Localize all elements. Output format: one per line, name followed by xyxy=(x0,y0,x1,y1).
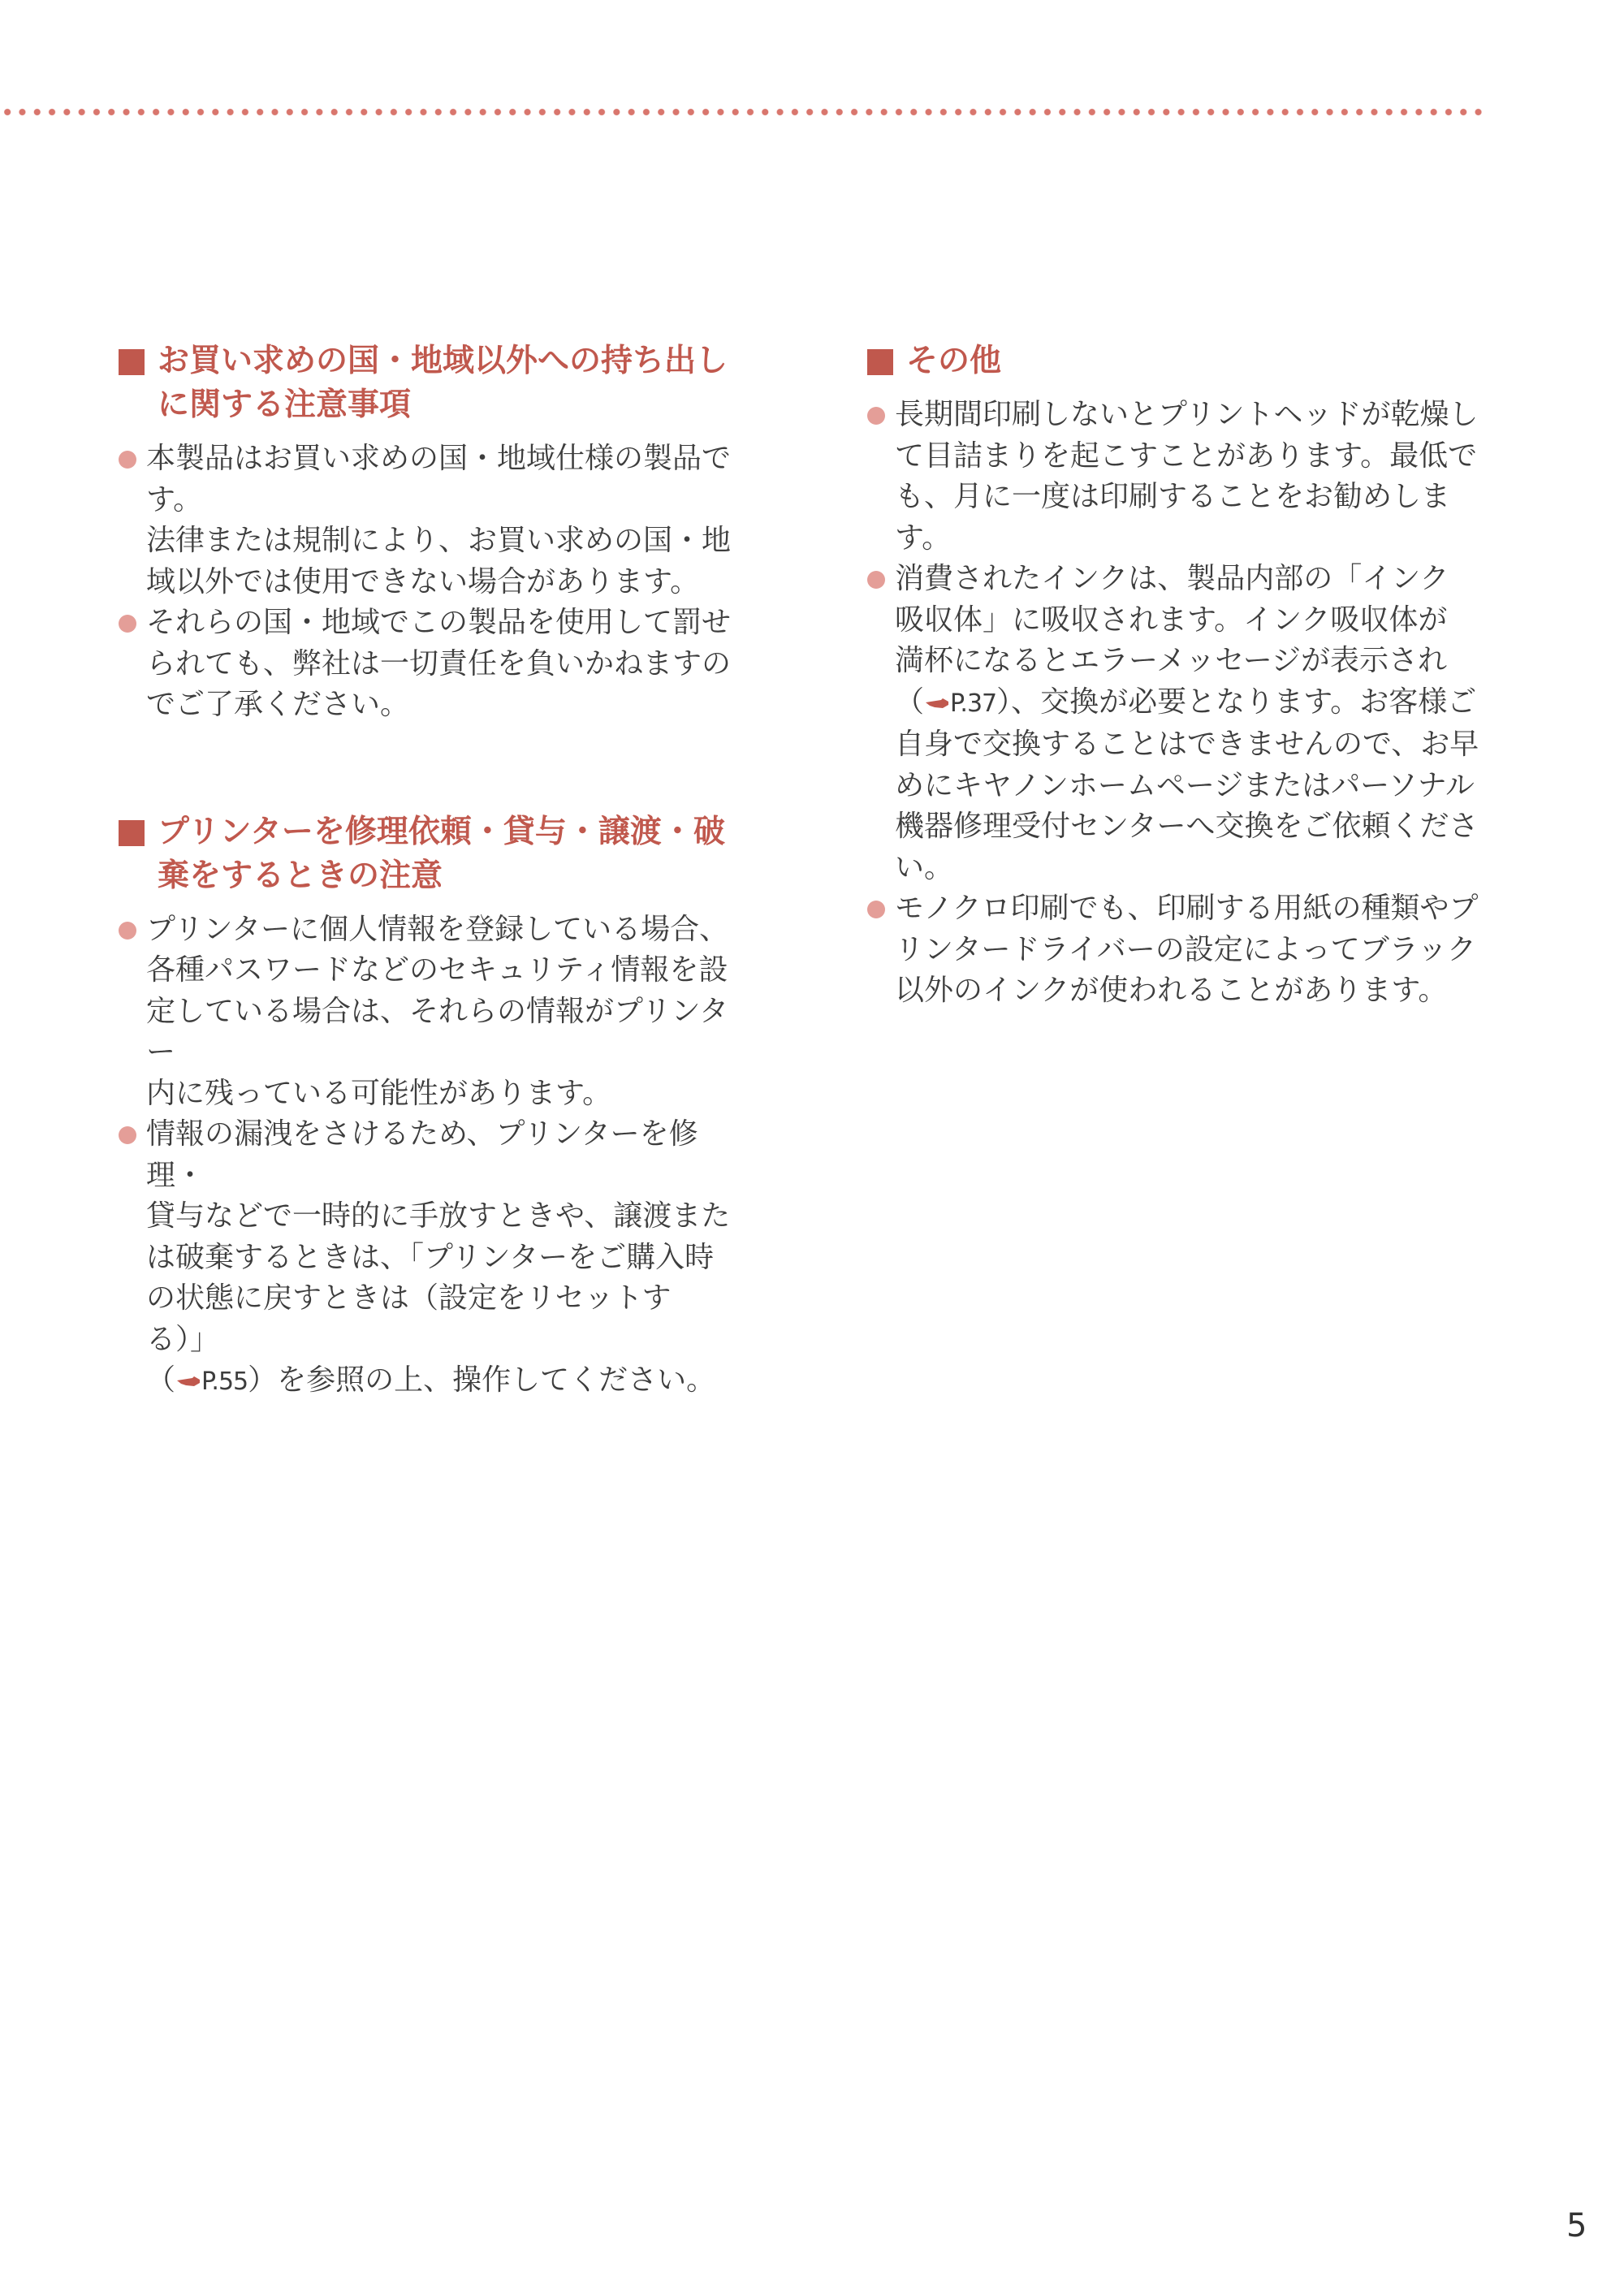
list-item xyxy=(867,888,1501,1012)
heading-line: その他 xyxy=(906,343,1002,379)
heading-line: に関する注意事項 xyxy=(158,387,412,423)
list-item xyxy=(119,438,744,603)
item-text: プリンターに個人情報を登録している場合、 各種パスワードなどのセキュリティ情報を設 定している場合は、それらの情報がプリンター 内に残っている可能性があります。 xyxy=(146,912,729,1110)
left-column xyxy=(119,339,744,1488)
heading-line: 棄をするときの注意 xyxy=(158,857,443,894)
list-item xyxy=(119,909,744,1115)
circle-bullet-icon xyxy=(119,451,136,469)
heading-line: プリンターを修理依頼・貸与・譲渡・破 xyxy=(158,813,725,850)
square-marker-icon xyxy=(119,349,145,375)
pointing-hand-icon xyxy=(925,698,949,709)
heading-line: お買い求めの国・地域以外への持ち出し xyxy=(158,343,728,379)
page-number: 5 xyxy=(1566,2207,1587,2244)
item-list xyxy=(119,909,744,1403)
dotted-header-rule xyxy=(0,107,1486,117)
page-reference-link[interactable]: P.55 xyxy=(175,1363,248,1397)
item-text: 消費されたインクは、製品内部の「インク 吸収体」に吸収されます。インク吸収体が 満杯になるとエラーメッセージが表示され （ P.37）、交換が必要となります。お客様ご 自身で交換することはできませんので、お早 めにキヤノンホームページまたはパーソナル 機器修理受付センターへ交換をご依頼くださ い。 xyxy=(895,562,1479,884)
circle-bullet-icon xyxy=(867,901,885,918)
pointing-hand-icon xyxy=(176,1376,201,1387)
section-repair-transfer xyxy=(119,810,744,1403)
square-marker-icon xyxy=(867,349,893,375)
item-text: それらの国・地域でこの製品を使用して罰せ られても、弊社は一切責任を負いかねますの でご了承ください。 xyxy=(146,606,732,721)
circle-bullet-icon xyxy=(119,1126,136,1144)
list-item xyxy=(867,559,1501,888)
item-text: 情報の漏洩をさけるため、プリンターを修理・ 貸与などで一時的に手放すときや、譲渡また は破棄するときは、「プリンターをご購入時 の状態に戻すときは（設定をリセットする）」 （ P.55）を参照の上、操作してください。 xyxy=(146,1117,731,1397)
item-text: 本製品はお買い求めの国・地域仕様の製品で す。 法律または規制により、お買い求めの国・地 域以外では使用できない場合があります。 xyxy=(146,442,732,598)
item-text: 長期間印刷しないとプリントヘッドが乾燥し て目詰まりを起こすことがあります。最低で も、月に一度は印刷することをお勧めします。 xyxy=(895,398,1479,555)
circle-bullet-icon xyxy=(867,571,885,589)
page-reference-link[interactable]: P.37 xyxy=(924,685,996,719)
circle-bullet-icon xyxy=(119,922,136,940)
list-item xyxy=(119,1114,744,1403)
section-heading xyxy=(867,339,1501,383)
circle-bullet-icon xyxy=(867,407,885,425)
square-marker-icon xyxy=(119,820,145,846)
section-overseas-use xyxy=(119,339,744,726)
section-other xyxy=(867,339,1501,1012)
item-list xyxy=(867,395,1501,1012)
list-item xyxy=(867,395,1501,559)
list-item xyxy=(119,603,744,726)
circle-bullet-icon xyxy=(119,615,136,633)
right-column xyxy=(867,339,1501,1096)
section-heading xyxy=(119,339,744,427)
item-list xyxy=(119,438,744,726)
item-text: モノクロ印刷でも、印刷する用紙の種類やプ リンタードライバーの設定によってブラック 以外のインクが使われることがあります。 xyxy=(895,892,1479,1007)
section-heading xyxy=(119,810,744,898)
